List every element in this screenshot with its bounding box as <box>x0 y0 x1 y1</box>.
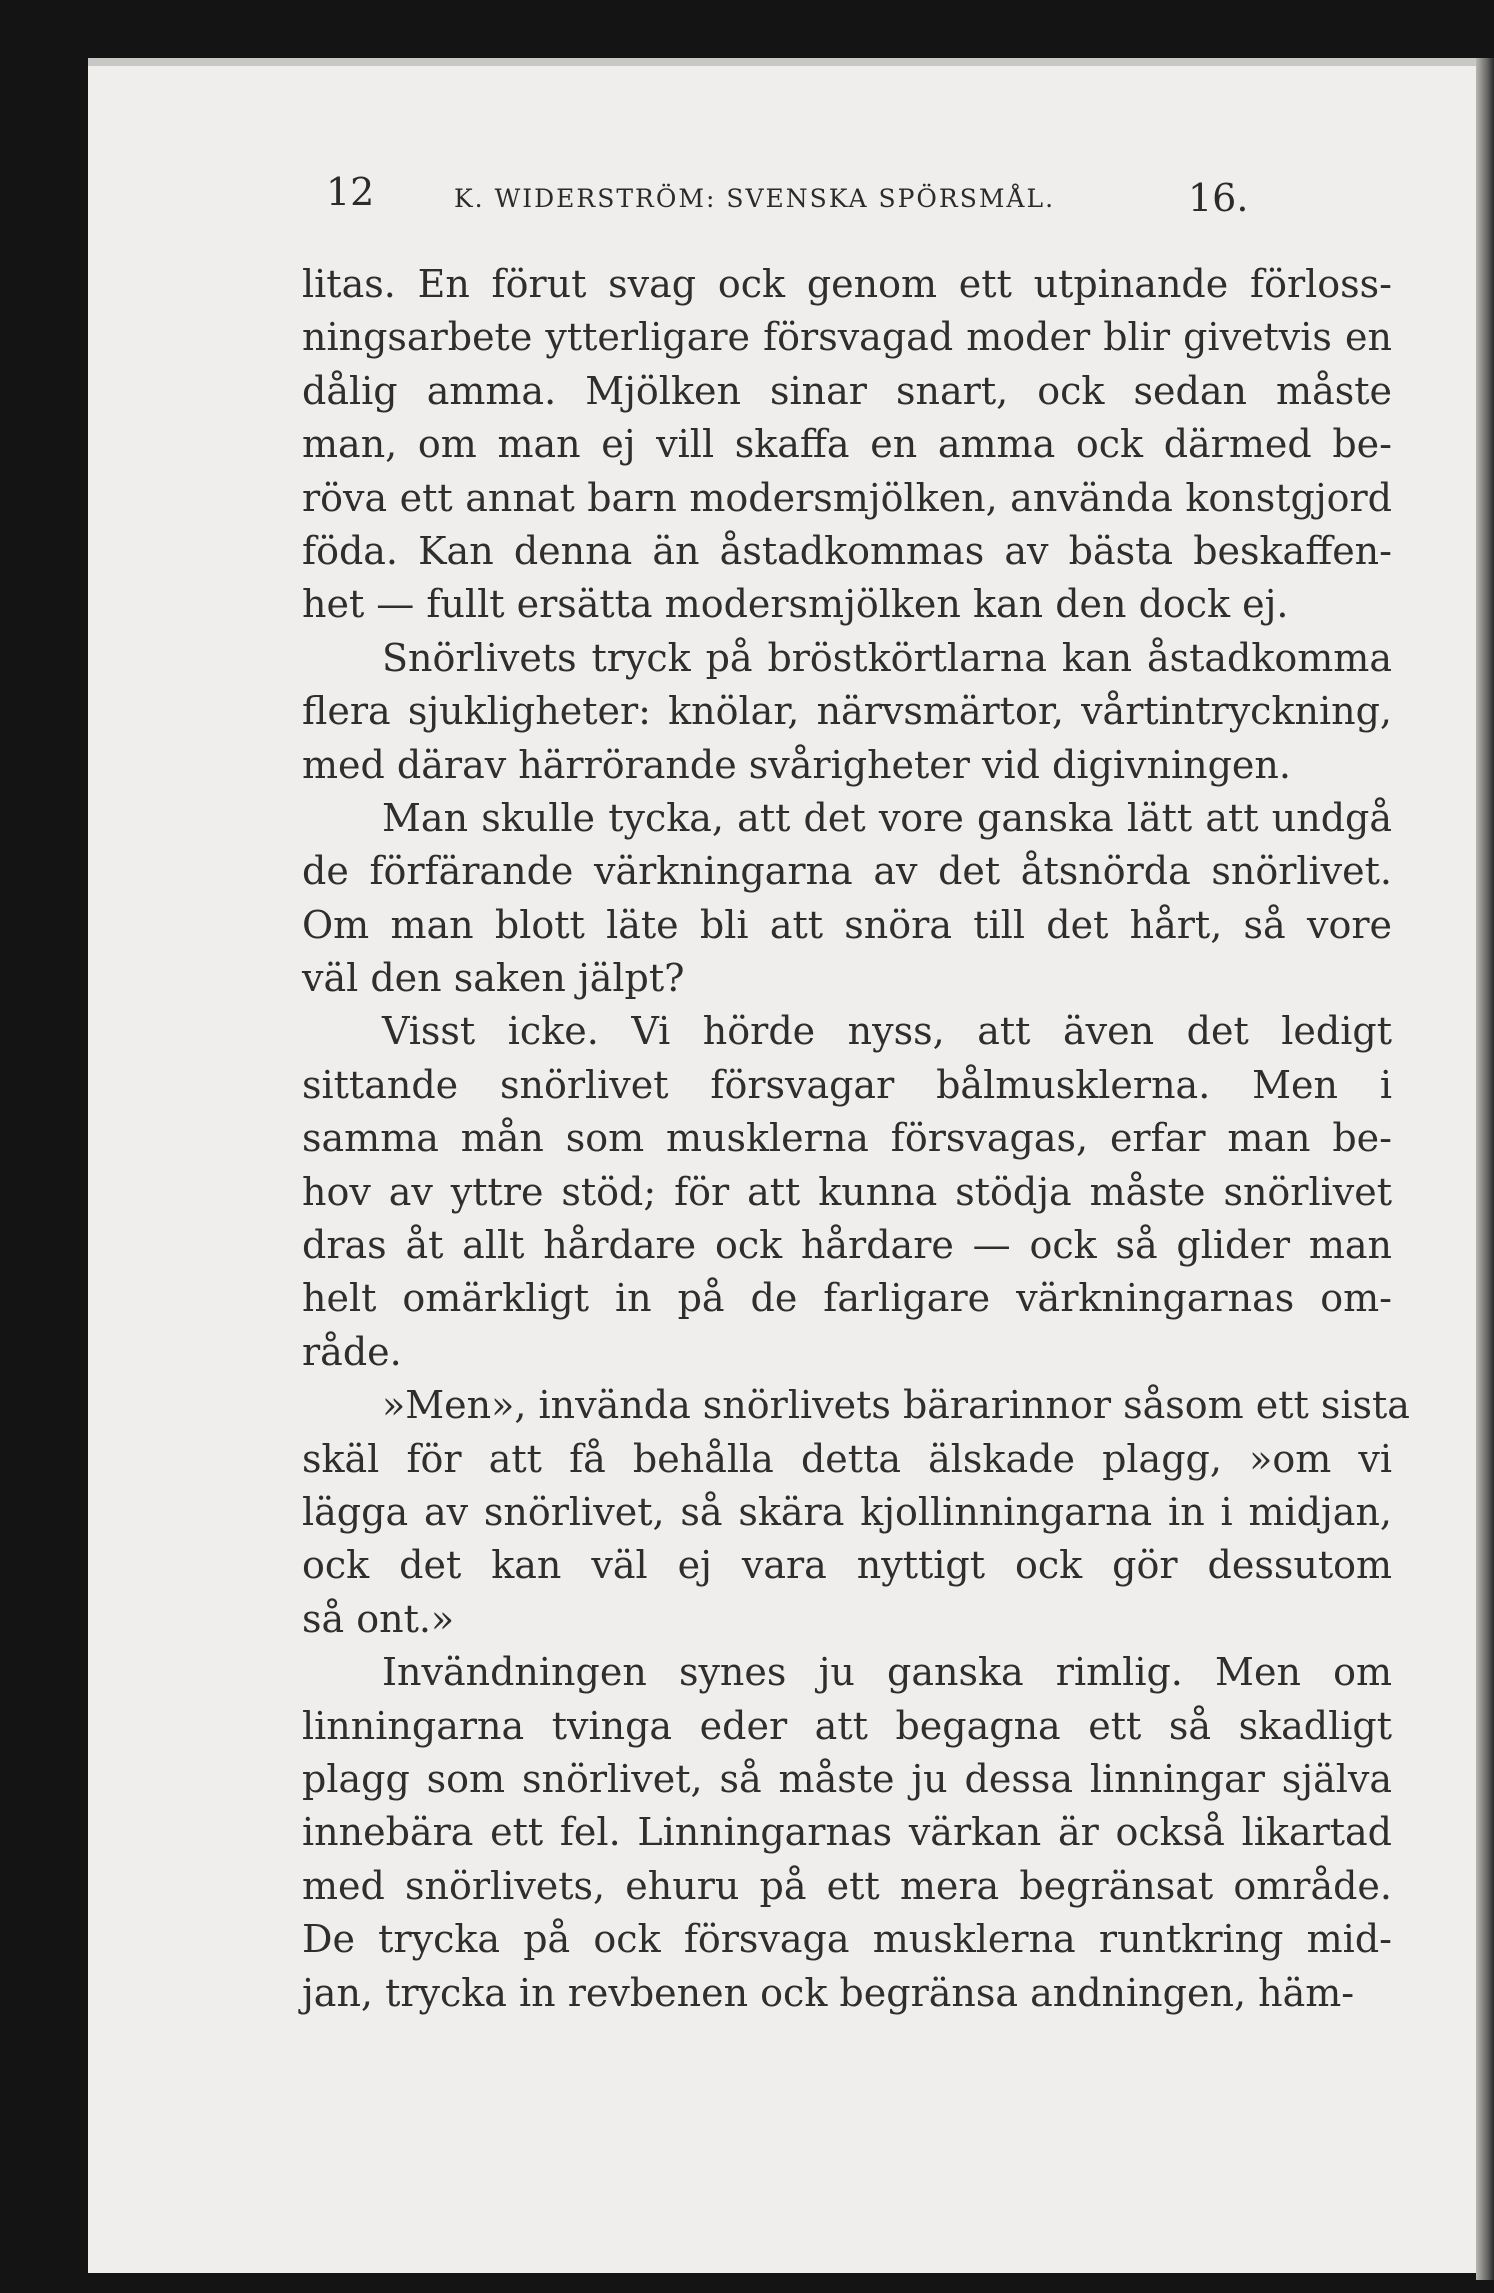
text-line: råde. <box>302 1329 402 1374</box>
text-line: väl den saken jälpt? <box>302 956 685 1001</box>
text-line: litas. En förut svag ock genom ett utpinande förloss- <box>302 262 1392 306</box>
text-line: innebära ett fel. Linningarnas värkan är också likartad <box>302 1810 1392 1855</box>
text-line: Visst icke. Vi hörde nyss, att även det ledigt <box>382 1009 1392 1054</box>
text-line: Man skulle tycka, att det vore ganska lätt att undgå <box>382 795 1392 840</box>
paragraph <box>302 632 1392 792</box>
text-line: Om man blott läte bli att snöra till det hårt, så vore <box>302 902 1392 947</box>
text-line: ock det kan väl ej vara nyttigt ock gör dessutom <box>302 1543 1392 1588</box>
text-line: med snörlivets, ehuru på ett mera begränsat område. <box>302 1863 1392 1908</box>
paragraph <box>302 258 1392 632</box>
text-line: samma mån som musklerna försvagas, erfar man be- <box>302 1116 1392 1161</box>
paragraph <box>302 792 1392 1006</box>
paragraph <box>302 1379 1410 1646</box>
body-text <box>302 258 1410 2020</box>
text-line: flera sjukligheter: knölar, närvsmärtor, vårtintryckning, <box>302 689 1392 734</box>
text-line: så ont.» <box>302 1596 455 1641</box>
text-line: föda. Kan denna än åstadkommas av bästa beskaffen- <box>302 528 1392 573</box>
text-line: Snörlivets tryck på bröstkörtlarna kan åstadkomma <box>382 635 1392 680</box>
text-line: De trycka på ock försvaga musklerna runtkring mid- <box>302 1917 1392 1962</box>
text-line: hov av yttre stöd; för att kunna stödja måste snörlivet <box>302 1169 1392 1214</box>
text-line: man, om man ej vill skaffa en amma ock därmed be- <box>302 422 1392 467</box>
text-line: het — fullt ersätta modersmjölken kan den dock ej. <box>302 582 1289 627</box>
page-number: 12 <box>326 170 375 214</box>
text-line: lägga av snörlivet, så skära kjollinningarna in i midjan, <box>302 1489 1392 1534</box>
text-line: »Men», invända snörlivets bärarinnor såsom ett sista <box>382 1383 1410 1428</box>
running-title: K. WIDERSTRÖM: SVENSKA SPÖRSMÅL. <box>454 184 1056 213</box>
paragraph <box>302 1646 1392 2020</box>
text-line: sittande snörlivet försvagar bålmusklerna. Men i <box>302 1062 1392 1107</box>
text-line: helt omärkligt in på de farligare värkningarnas om- <box>302 1276 1392 1321</box>
text-line: jan, trycka in revbenen ock begränsa andningen, häm- <box>302 1970 1355 2015</box>
text-line: de förfärande värkningarna av det åtsnörda snörlivet. <box>302 849 1392 894</box>
text-line: dras åt allt hårdare ock hårdare — ock så glider man <box>302 1223 1392 1268</box>
text-line: linningarna tvinga eder att begagna ett så skadligt <box>302 1703 1392 1748</box>
text-line: Invändningen synes ju ganska rimlig. Men om <box>382 1650 1392 1695</box>
text-line: plagg som snörlivet, så måste ju dessa linningar själva <box>302 1756 1392 1801</box>
text-line: skäl för att få behålla detta älskade plagg, »om vi <box>302 1436 1392 1481</box>
text-line: röva ett annat barn modersmjölken, använda konstgjord <box>302 475 1392 520</box>
page-right-edge <box>1476 58 1494 2280</box>
series-number: 16. <box>1188 176 1249 220</box>
text-line: med därav härrörande svårigheter vid digivningen. <box>302 742 1291 787</box>
page-header <box>326 170 1249 230</box>
text-line: ningsarbete ytterligare försvagad moder blir givetvis en <box>302 315 1392 360</box>
page-top-edge <box>88 58 1476 66</box>
text-line: dålig amma. Mjölken sinar snart, ock sedan måste <box>302 368 1392 413</box>
paragraph <box>302 1005 1392 1379</box>
